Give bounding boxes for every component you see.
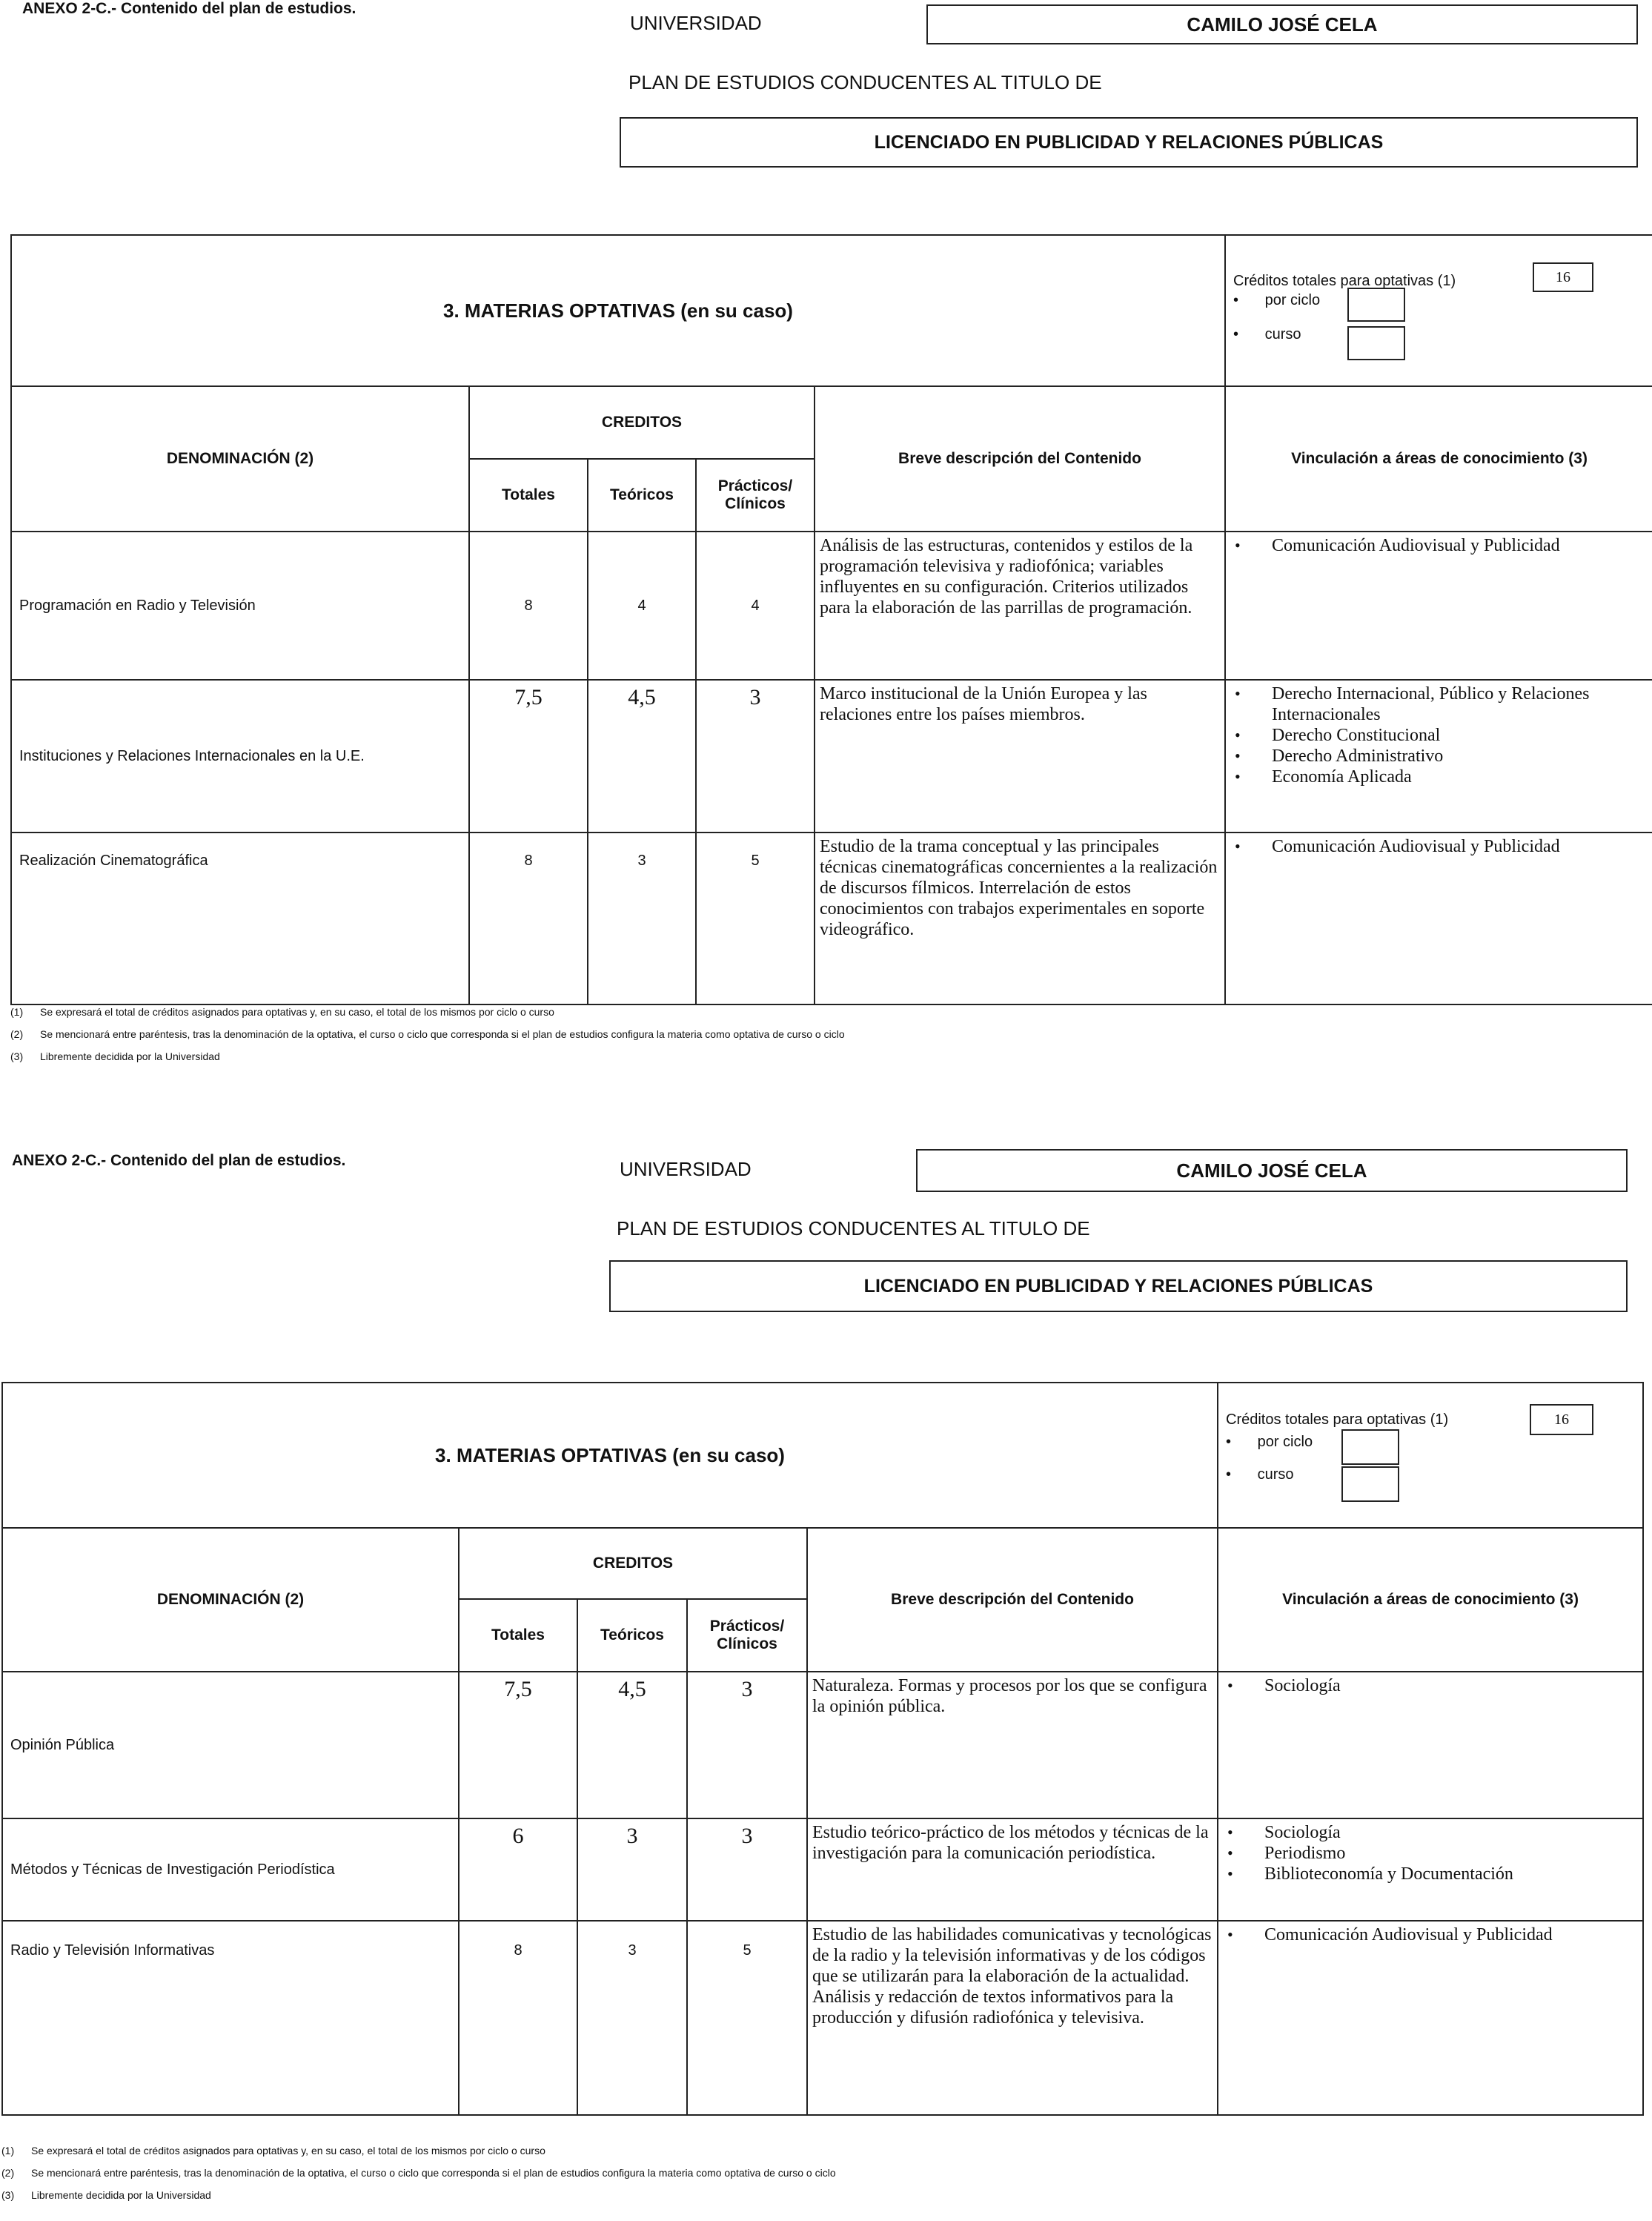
footnote-text: Libremente decidida por la Universidad: [31, 2189, 211, 2201]
teoricos-cell: 3: [588, 833, 696, 1004]
area-item: • Sociología: [1221, 1822, 1639, 1843]
totales-cell: 8: [469, 532, 588, 680]
descripcion-cell: Estudio de las habilidades comunicativas y tecnológicas de la radio y la televisión informativas y de los códigos que se utilizarán para la elaboración de la actualidad. Análisis y redacción de textos informativos para la producción y difusión radiofónica y televisiva.: [807, 1921, 1218, 2115]
denominacion-cell: Métodos y Técnicas de Investigación Periodística: [2, 1818, 459, 1921]
curso-label: curso: [1264, 326, 1301, 342]
footnote-item: [1, 2162, 836, 2184]
denominacion-cell: Opinión Pública: [2, 1672, 459, 1818]
footnotes: [10, 1001, 845, 1068]
totales-cell: 6: [459, 1818, 577, 1921]
totales-cell: 8: [469, 833, 588, 1004]
bullet-icon: •: [1226, 1466, 1232, 1483]
descripcion-cell: Estudio de la trama conceptual y las principales técnicas cinematográficas concernientes a la realización de discursos fílmicos. Interrelación de estos conocimientos con trabajos experimentales en soporte videográfico.: [815, 833, 1225, 1004]
header-totales: Totales: [459, 1599, 577, 1672]
header-denominacion: DENOMINACIÓN (2): [11, 386, 469, 532]
vinculacion-cell: [1218, 1921, 1643, 2115]
teoricos-cell: 3: [577, 1818, 687, 1921]
footnote-text: Libremente decidida por la Universidad: [40, 1050, 220, 1062]
curso-box: [1347, 326, 1405, 360]
header-vinculacion: Vinculación a áreas de conocimiento (3): [1218, 1528, 1643, 1672]
footnotes: [1, 2139, 836, 2206]
anexo-title: ANEXO 2-C.- Contenido del plan de estudios.: [12, 1152, 346, 1169]
teoricos-cell: 4,5: [577, 1672, 687, 1818]
header-practicos: Prácticos/ Clínicos: [696, 459, 815, 532]
totales-cell: 8: [459, 1921, 577, 2115]
area-item: • Sociología: [1221, 1675, 1639, 1696]
plan-label: PLAN DE ESTUDIOS CONDUCENTES AL TITULO DE: [617, 1217, 1090, 1239]
area-item: • Economía Aplicada: [1229, 767, 1650, 787]
por-ciclo-box: [1341, 1429, 1399, 1465]
materias-table: [1, 1382, 1644, 2116]
vinculacion-cell: [1218, 1818, 1643, 1921]
header-vinculacion: Vinculación a áreas de conocimiento (3): [1225, 386, 1652, 532]
area-item: • Derecho Internacional, Público y Relaciones Internacionales: [1229, 683, 1650, 725]
curso-box: [1341, 1466, 1399, 1502]
teoricos-cell: 4: [588, 532, 696, 680]
area-item: • Comunicación Audiovisual y Publicidad: [1229, 836, 1650, 857]
area-item: • Biblioteconomía y Documentación: [1221, 1864, 1639, 1884]
header-teoricos: Teóricos: [588, 459, 696, 532]
plan-label: PLAN DE ESTUDIOS CONDUCENTES AL TITULO DE: [628, 71, 1102, 93]
titulo-text: LICENCIADO EN PUBLICIDAD Y RELACIONES PÚBLICAS: [874, 131, 1384, 153]
creditos-totales-label: Créditos totales para optativas (1): [1233, 273, 1456, 289]
vinculacion-cell: [1225, 532, 1652, 680]
footnote-text: Se mencionará entre paréntesis, tras la denominación de la optativa, el curso o ciclo que corresponda si el plan de estudios configura la materia como optativa de curso o ciclo: [31, 2167, 836, 2179]
header-practicos: Prácticos/ Clínicos: [687, 1599, 807, 1672]
practicos-cell: 3: [687, 1672, 807, 1818]
universidad-name: CAMILO JOSÉ CELA: [1187, 13, 1378, 36]
universidad-name-box: [926, 4, 1638, 44]
vinculacion-cell: [1225, 833, 1652, 1004]
universidad-label: UNIVERSIDAD: [620, 1158, 752, 1180]
vinculacion-cell: [1218, 1672, 1643, 1818]
universidad-name-box: [916, 1149, 1628, 1192]
bullet-icon: •: [1233, 292, 1239, 308]
titulo-text: LICENCIADO EN PUBLICIDAD Y RELACIONES PÚBLICAS: [863, 1275, 1373, 1297]
table-row: [11, 680, 1652, 833]
titulo-box: [620, 117, 1638, 168]
universidad-name: CAMILO JOSÉ CELA: [1176, 1159, 1367, 1182]
header-descripcion: Breve descripción del Contenido: [815, 386, 1225, 532]
teoricos-cell: 3: [577, 1921, 687, 2115]
table-row: [11, 833, 1652, 1004]
anexo-title: ANEXO 2-C.- Contenido del plan de estudios.: [22, 0, 356, 17]
creditos-totales-cell: [1225, 235, 1652, 386]
header-totales: Totales: [469, 459, 588, 532]
totales-cell: 7,5: [459, 1672, 577, 1818]
creditos-totales-box: [1530, 1404, 1593, 1435]
descripcion-cell: Análisis de las estructuras, contenidos y estilos de la programación televisiva y radiofónica; variables influyentes en su configuración. Criterios utilizados para la elaboración de las parrillas de programación.: [815, 532, 1225, 680]
header-creditos: CREDITOS: [459, 1528, 807, 1599]
footnote-number: (1): [1, 2145, 15, 2157]
bullet-icon: •: [1233, 326, 1239, 342]
header-creditos: CREDITOS: [469, 386, 815, 459]
creditos-totales-value: 16: [1556, 269, 1571, 285]
por-ciclo-box: [1347, 288, 1405, 322]
descripcion-cell: Naturaleza. Formas y procesos por los que se configura la opinión pública.: [807, 1672, 1218, 1818]
footnote-text: Se expresará el total de créditos asignados para optativas y, en su caso, el total de los mismos por ciclo o curso: [40, 1006, 554, 1018]
table-row: [2, 1921, 1643, 2115]
footnote-number: (2): [10, 1028, 24, 1040]
page-section-2: [0, 1145, 1652, 2221]
footnote-number: (2): [1, 2167, 15, 2179]
titulo-box: [609, 1260, 1628, 1312]
por-ciclo-label: por ciclo: [1264, 292, 1321, 308]
practicos-cell: 3: [687, 1818, 807, 1921]
footnote-number: (1): [10, 1006, 24, 1018]
creditos-totales-box: [1533, 262, 1593, 292]
footnote-number: (3): [10, 1050, 24, 1062]
descripcion-cell: Estudio teórico-práctico de los métodos y técnicas de la investigación para la comunicación periodística.: [807, 1818, 1218, 1921]
table-row: [2, 1672, 1643, 1818]
footnote-number: (3): [1, 2189, 15, 2201]
curso-label: curso: [1257, 1466, 1294, 1483]
table-row: [2, 1818, 1643, 1921]
section-title: 3. MATERIAS OPTATIVAS (en su caso): [11, 235, 1225, 386]
section-title: 3. MATERIAS OPTATIVAS (en su caso): [2, 1383, 1218, 1528]
denominacion-cell: Radio y Televisión Informativas: [2, 1921, 459, 2115]
practicos-cell: 5: [687, 1921, 807, 2115]
creditos-totales-cell: [1218, 1383, 1643, 1528]
creditos-totales-label: Créditos totales para optativas (1): [1226, 1411, 1449, 1428]
area-item: • Periodismo: [1221, 1843, 1639, 1864]
materias-table: [10, 234, 1652, 1005]
header-teoricos: Teóricos: [577, 1599, 687, 1672]
denominacion-cell: Programación en Radio y Televisión: [11, 532, 469, 680]
vinculacion-cell: [1225, 680, 1652, 833]
bullet-icon: •: [1226, 1434, 1232, 1450]
totales-cell: 7,5: [469, 680, 588, 833]
table-row: [11, 532, 1652, 680]
area-item: • Derecho Administrativo: [1229, 746, 1650, 767]
footnote-item: [10, 1045, 845, 1068]
footnote-item: [10, 1023, 845, 1045]
descripcion-cell: Marco institucional de la Unión Europea y las relaciones entre los países miembros.: [815, 680, 1225, 833]
footnote-text: Se mencionará entre paréntesis, tras la denominación de la optativa, el curso o ciclo que corresponda si el plan de estudios configura la materia como optativa de curso o ciclo: [40, 1028, 845, 1040]
universidad-label: UNIVERSIDAD: [630, 12, 762, 34]
footnote-item: [1, 2184, 836, 2206]
footnote-item: [1, 2139, 836, 2162]
area-item: • Comunicación Audiovisual y Publicidad: [1229, 535, 1650, 556]
creditos-totales-value: 16: [1554, 1411, 1570, 1428]
area-item: • Derecho Constitucional: [1229, 725, 1650, 746]
footnote-item: [10, 1001, 845, 1023]
footnote-text: Se expresará el total de créditos asignados para optativas y, en su caso, el total de los mismos por ciclo o curso: [31, 2145, 545, 2157]
header-denominacion: DENOMINACIÓN (2): [2, 1528, 459, 1672]
practicos-cell: 3: [696, 680, 815, 833]
denominacion-cell: Realización Cinematográfica: [11, 833, 469, 1004]
practicos-cell: 4: [696, 532, 815, 680]
area-item: • Comunicación Audiovisual y Publicidad: [1221, 1924, 1639, 1945]
teoricos-cell: 4,5: [588, 680, 696, 833]
denominacion-cell: Instituciones y Relaciones Internacionales en la U.E.: [11, 680, 469, 833]
por-ciclo-label: por ciclo: [1257, 1434, 1313, 1450]
header-descripcion: Breve descripción del Contenido: [807, 1528, 1218, 1672]
practicos-cell: 5: [696, 833, 815, 1004]
